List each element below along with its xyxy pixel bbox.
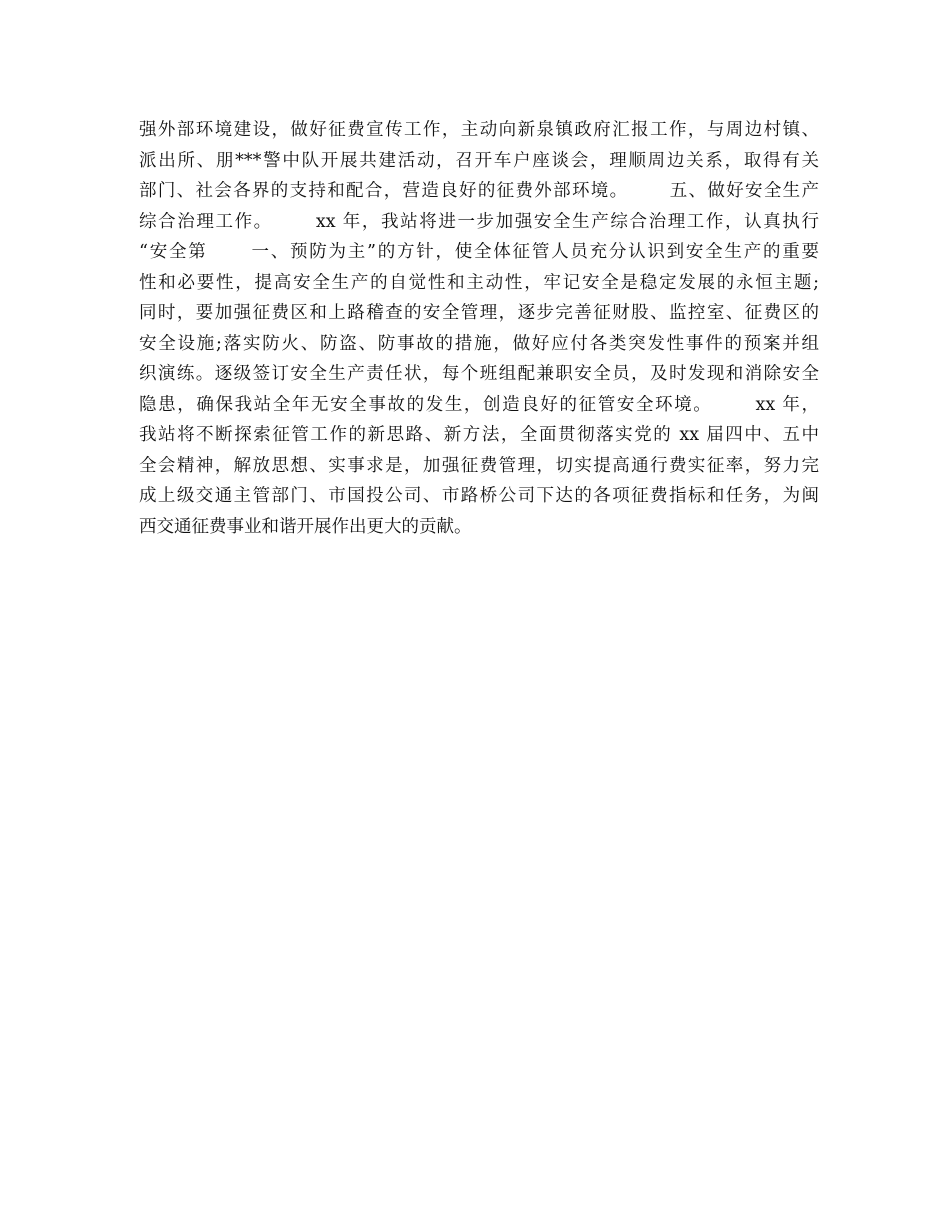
text-line: 安全设施;落实防火、防盗、防事故的措施，做好应付各类突发性事件的预案并组 bbox=[139, 333, 819, 354]
text-line: 成上级交通主管部门、市国投公司、市路桥公司下达的各项征费指标和任务，为闽 bbox=[139, 486, 819, 506]
text-line: 西交通征费事业和谐开展作出更大的贡献。 bbox=[139, 516, 472, 537]
body-paragraph bbox=[139, 115, 819, 542]
text-line: 部门、社会各界的支持和配合，营造良好的征费外部环境。 五、做好安全生产 bbox=[139, 181, 819, 201]
text-line: 性和必要性，提高安全生产的自觉性和主动性，牢记安全是稳定发展的永恒主题; bbox=[139, 272, 819, 293]
text-line: 隐患，确保我站全年无安全事故的发生，创造良好的征管安全环境。 xx 年， bbox=[139, 394, 819, 415]
text-line: 全会精神，解放思想、实事求是，加强征费管理，切实提高通行费实征率，努力完 bbox=[139, 455, 819, 476]
text-line: 同时，要加强征费区和上路稽查的安全管理，逐步完善征财股、监控室、征费区的 bbox=[139, 303, 819, 323]
text-line: “安全第 一、预防为主”的方针，使全体征管人员充分认识到安全生产的重要 bbox=[139, 242, 819, 262]
text-line: 综合治理工作。 xx 年，我站将进一步加强安全生产综合治理工作，认真执行 bbox=[139, 211, 819, 232]
text-line: 派出所、朋***警中队开展共建活动，召开车户座谈会，理顺周边关系，取得有关 bbox=[139, 150, 819, 171]
text-line: 强外部环境建设，做好征费宣传工作，主动向新泉镇政府汇报工作，与周边村镇、 bbox=[139, 120, 819, 140]
text-line: 我站将不断探索征管工作的新思路、新方法，全面贯彻落实党的 xx 届四中、五中 bbox=[139, 425, 819, 445]
text-line: 织演练。逐级签订安全生产责任状，每个班组配兼职安全员，及时发现和消除安全 bbox=[139, 364, 819, 384]
